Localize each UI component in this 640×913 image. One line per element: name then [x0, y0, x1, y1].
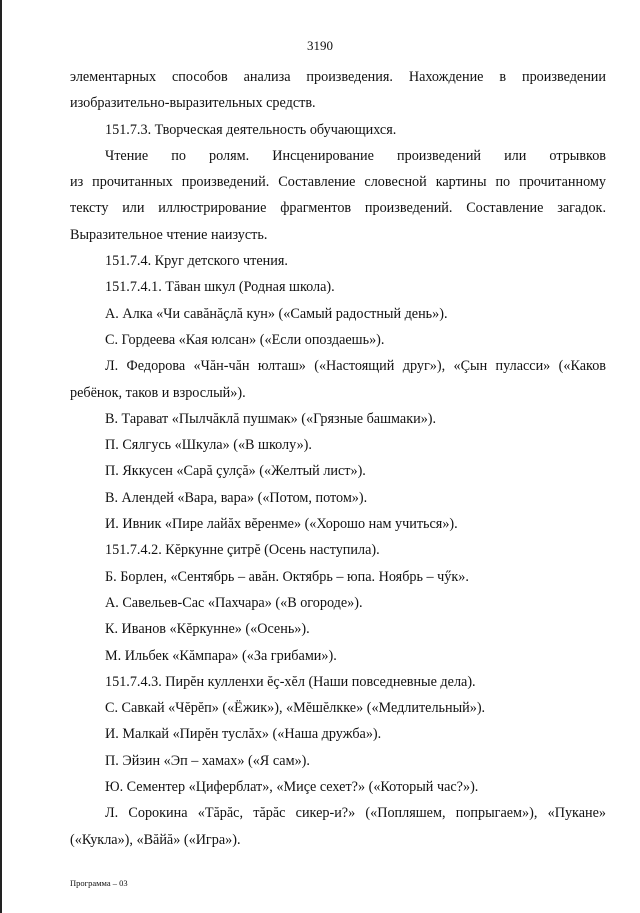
text-line: ребёнок, таков и взрослый»). [70, 384, 246, 401]
text-line: А. Алка «Чи савăнăçлă кун» («Самый радостный день»). [105, 305, 448, 322]
text-line: И. Ивник «Пире лайăх вĕренме» («Хорошо нам учиться»). [105, 516, 458, 533]
text-line: Л. Федорова «Чăн-чăн юлташ» («Настоящий друг»), «Çын пуласси» («Каков [105, 358, 606, 375]
text-line: И. Малкай «Пирĕн туслăх» («Наша дружба»). [105, 726, 382, 743]
scan-edge [0, 0, 2, 913]
text-line: Выразительное чтение наизусть. [70, 226, 268, 243]
page-number: 3190 [307, 38, 333, 53]
text-line: К. Иванов «Кĕркунне» («Осень»). [105, 621, 310, 638]
text-line: В. Тарават «Пылчăклă пушмак» («Грязные башмаки»). [105, 410, 437, 427]
text-line: А. Савельев-Сас «Пахчара» («В огороде»). [105, 594, 363, 611]
text-line: тексту или иллюстрирование фрагментов произведений. Составление загадок. [70, 200, 606, 217]
text-line: 151.7.3. Творческая деятельность обучающихся. [105, 121, 397, 138]
text-line: 151.7.4.3. Пирĕн кулленхи ĕç-хĕл (Наши повседневные дела). [105, 673, 476, 690]
text-line: 151.7.4.1. Тăван шкул (Родная школа). [105, 279, 335, 296]
text-line: П. Эйзин «Эп – хамах» («Я сам»). [105, 752, 310, 769]
text-line: М. Ильбек «Кăмпара» («За грибами»). [105, 647, 337, 664]
text-line: С. Савкай «Чĕрĕп» («Ёжик»), «Мĕшĕлкке» («Медлительный»). [105, 700, 486, 717]
text-line: П. Яккусен «Сарă çулçă» («Желтый лист»). [105, 463, 366, 480]
text-line: Ю. Сементер «Циферблат», «Миçе сехет?» («Который час?»). [105, 779, 479, 796]
text-line: изобразительно-выразительных средств. [70, 95, 316, 112]
footer-label: Программа – 03 [70, 878, 128, 888]
text-line: 151.7.4. Круг детского чтения. [105, 253, 288, 270]
text-line: Б. Борлен, «Сентябрь – авăн. Октябрь – юпа. Ноябрь – чӳк». [105, 568, 469, 585]
text-line: 151.7.4.2. Кĕркунне çитрĕ (Осень наступила). [105, 542, 380, 559]
text-line: С. Гордеева «Кая юлсан» («Если опоздаешь»). [105, 331, 385, 348]
text-line: из прочитанных произведений. Составление словесной картины по прочитанному [70, 174, 606, 191]
text-line: Чтение по ролям. Инсценирование произведений или отрывков [105, 147, 606, 164]
text-line: («Кукла»), «Вăйă» («Игра»). [70, 831, 241, 848]
text-line: Л. Сорокина «Тăрăс, тăрăс сикер-и?» («Попляшем, попрыгаем»), «Пукане» [105, 805, 606, 822]
text-line: В. Алендей «Вара, вара» («Потом, потом»). [105, 489, 368, 506]
text-line: П. Сялгусь «Шкула» («В школу»). [105, 437, 312, 454]
document-body [70, 64, 606, 853]
text-line: элементарных способов анализа произведения. Нахождение в произведении [70, 69, 606, 85]
